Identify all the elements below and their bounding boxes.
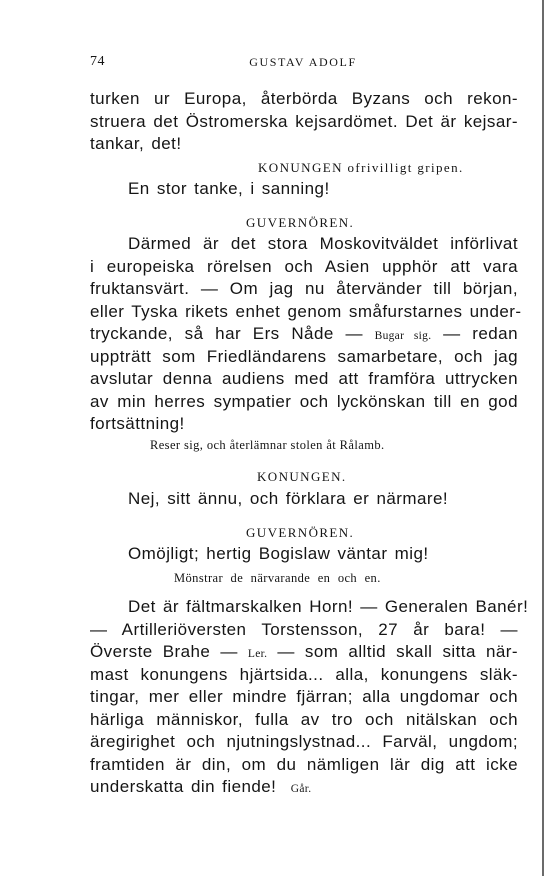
text-segment: underskatta din fiende! [90, 777, 277, 796]
text-line: Därmed är det stora Moskovitväldet införlivat [128, 234, 518, 253]
text-line: eller Tyska rikets enhet genom småfurstarnes under- [90, 301, 522, 321]
text-segment: Överste Brahe — [90, 642, 238, 661]
text-line: En stor tanke, i sanning! [128, 179, 330, 198]
text-line-with-stage-direction [90, 776, 518, 799]
text-segment: — som alltid skall sitta när- [277, 642, 518, 661]
page-number: 74 [90, 54, 105, 69]
king-line [90, 178, 518, 201]
text-line-with-stage-direction [90, 641, 518, 664]
text-segment: — redan [443, 324, 518, 343]
stage-direction: Går. [290, 783, 312, 795]
stage-direction: Bugar sig. [374, 330, 432, 342]
text-line: mast konungens hjärtsida... alla, konungens släk- [90, 664, 518, 684]
text-line: Omöjligt; hertig Bogislaw väntar mig! [128, 544, 429, 563]
text-line: Nej, sitt ännu, och förklara er närmare! [128, 489, 449, 508]
text-line-with-stage-direction [90, 323, 518, 346]
speaker-heading: KONUNGEN ofrivilligt gripen. [258, 160, 464, 175]
text-line: härliga människor, fulla av tro och nitälskan och [90, 709, 518, 729]
governor-speech [90, 233, 522, 436]
paragraph-continuation [90, 88, 518, 156]
text-line: struera det Östromerska kejsardömet. Det är kejsar- [90, 111, 518, 131]
stage-direction: Mönstrar de närvarande en och en. [174, 571, 381, 585]
stage-direction: Ler. [247, 648, 268, 660]
speaker-heading: GUVERNÖREN. [246, 215, 355, 230]
text-line: fortsättning! [90, 414, 185, 433]
text-line: tingar, mer eller mindre fjärran; alla ungdomar och [90, 687, 518, 706]
text-line: framtiden är din, om du nämligen lär dig att icke [90, 754, 518, 774]
governor-farewell [90, 596, 529, 799]
running-head: GUSTAV ADOLF [249, 55, 357, 69]
stage-direction: Reser sig, och återlämnar stolen åt Rålamb. [150, 438, 385, 452]
text-line: turken ur Europa, återbörda Byzans och rekon- [90, 89, 518, 108]
king-line [90, 488, 518, 511]
text-line: i europeiska rörelsen och Asien upphör att vara [90, 256, 518, 276]
text-line: uppträtt som Friedländarens samarbetare, och jag [90, 346, 518, 366]
text-line: avslutar denna audiens med att framföra uttrycken [90, 369, 518, 388]
speaker-heading: KONUNGEN. [257, 469, 347, 484]
page-header [90, 54, 516, 72]
text-line: äregirighet och njutningslystnad... Farväl, ungdom; [90, 732, 518, 751]
text-line: tankar, det! [90, 134, 182, 153]
text-line: Det är fältmarskalken Horn! — Generalen Banér! [128, 597, 529, 616]
governor-line [90, 543, 518, 566]
text-line: av min herres sympatier och lyckönskan till en god [90, 391, 518, 411]
text-line: fruktansvärt. — Om jag nu återvänder till början, [90, 279, 518, 298]
text-line: — Artilleriöversten Torstensson, 27 år bara! — [90, 619, 518, 639]
text-segment: tryckande, så har Ers Nåde — [90, 324, 363, 343]
speaker-heading: GUVERNÖREN. [246, 525, 355, 540]
